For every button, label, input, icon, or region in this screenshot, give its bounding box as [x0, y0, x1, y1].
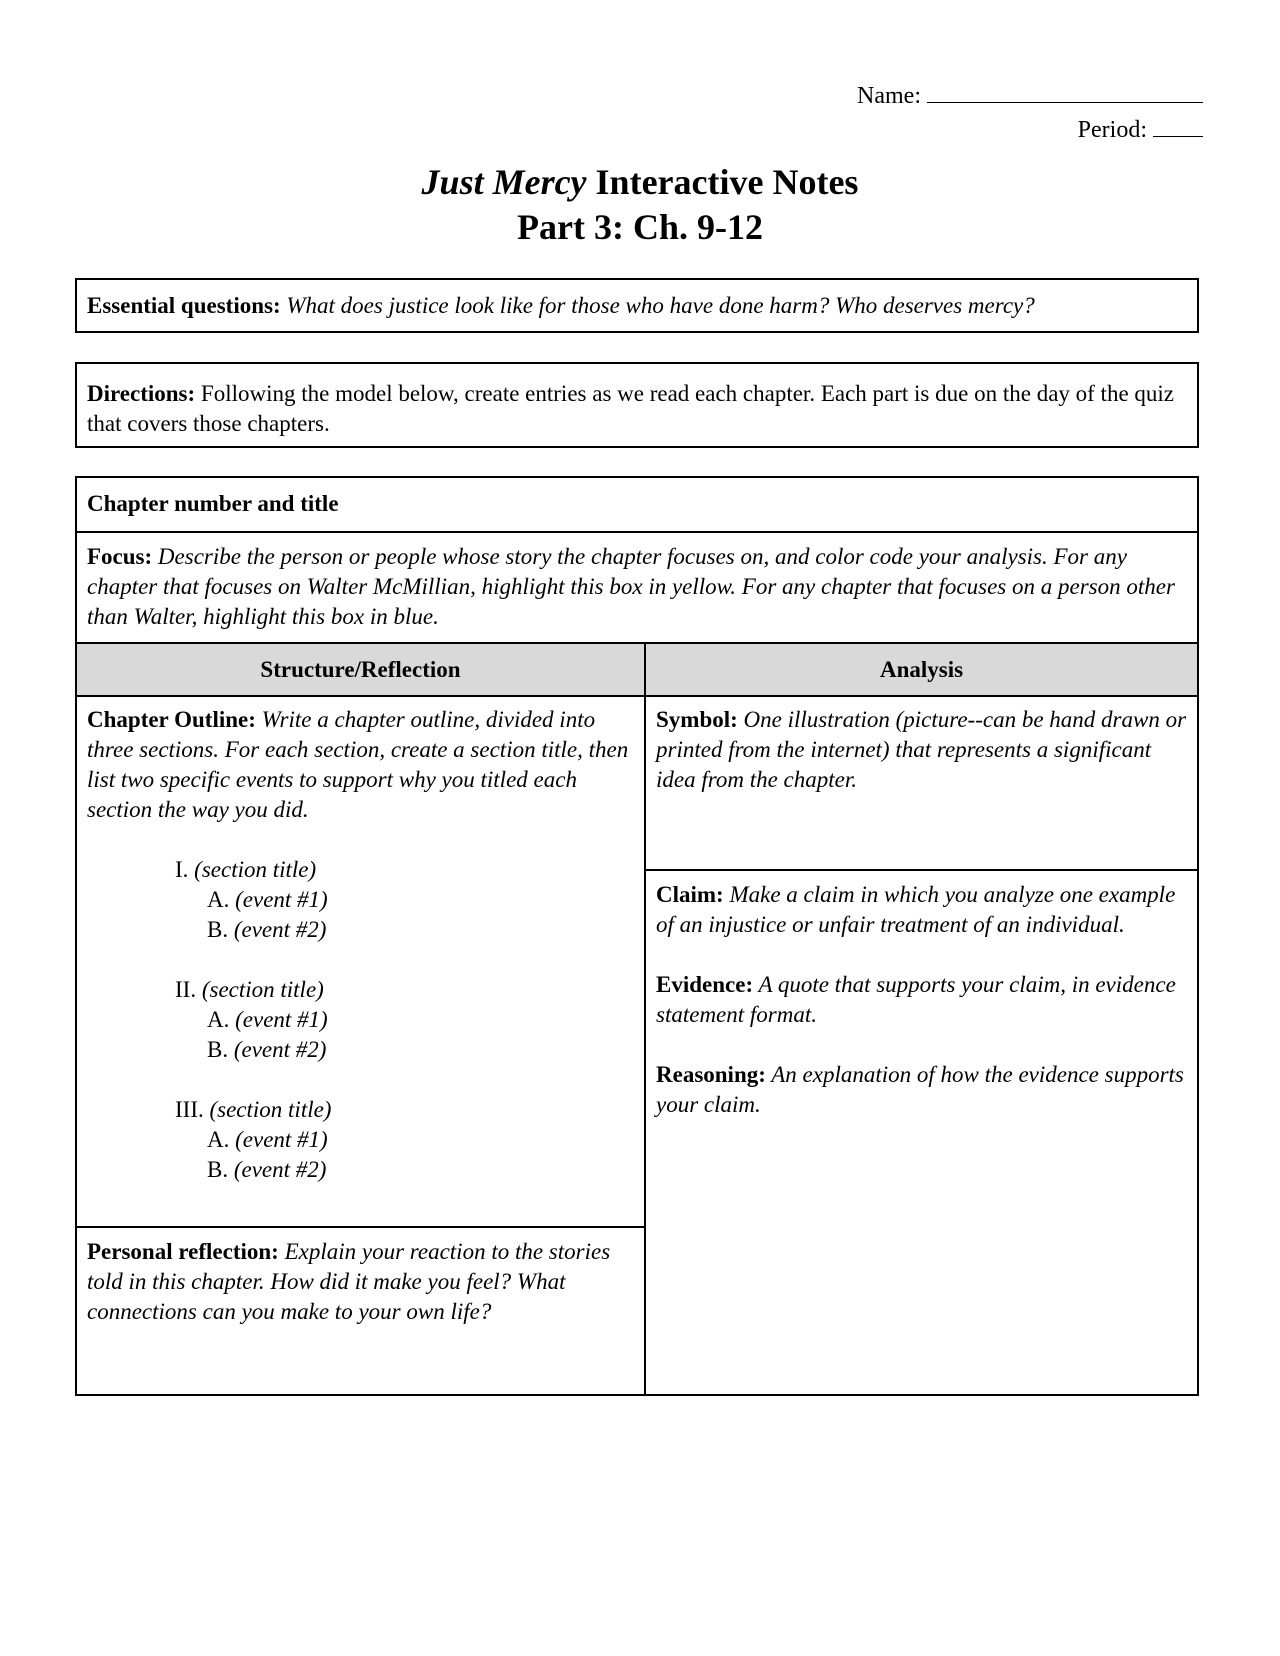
outline-event: B. (event #2)	[207, 1037, 327, 1062]
directions-text: Following the model below, create entries as we read each chapter. Each part is due on the day of the quiz that covers those chapters.	[87, 381, 1175, 436]
focus-row	[77, 542, 1197, 632]
essential-text: What does justice look like for those who have done harm? Who deserves mercy?	[280, 293, 1035, 318]
symbol-label: Symbol:	[656, 707, 738, 732]
claim-cell	[646, 880, 1197, 1120]
period-blank[interactable]	[1153, 114, 1203, 137]
page-subtitle: Part 3: Ch. 9-12	[517, 207, 763, 247]
divider	[77, 531, 1197, 533]
outline-event: B. (event #2)	[207, 917, 327, 942]
title-rest: Interactive Notes	[586, 162, 859, 202]
outline-event: A. (event #1)	[207, 887, 328, 912]
name-label: Name:	[857, 83, 921, 109]
divider	[77, 1226, 645, 1228]
period-label: Period:	[1077, 117, 1147, 143]
notes-table	[75, 476, 1199, 1396]
claim-block	[656, 880, 1187, 940]
outline-section: III. (section title)	[175, 1097, 332, 1122]
outline-section: II. (section title)	[175, 977, 324, 1002]
focus-text: Describe the person or people whose story the chapter focuses on, and color code your analysis. For any chapter that focuses on Walter McMillian, highlight this box in yellow. For any chapter that focuses on a person other than Walter, highlight this box in blue.	[87, 544, 1175, 629]
directions-box	[75, 362, 1199, 448]
divider	[77, 695, 1197, 697]
outline-event: A. (event #1)	[207, 1127, 328, 1152]
reflection-text: Explain your reaction to the stories told in this chapter. How did it make you feel? What connections can you make to your own life?	[87, 1239, 611, 1324]
claim-text: Make a claim in which you analyze one example of an injustice or unfair treatment of an individual.	[656, 882, 1176, 937]
reasoning-label: Reasoning:	[656, 1062, 766, 1087]
outline-section: I. (section title)	[175, 857, 317, 882]
evidence-block	[656, 970, 1187, 1030]
essential-label: Essential questions:	[87, 293, 281, 318]
symbol-cell	[646, 705, 1197, 795]
directions-label: Directions:	[87, 381, 196, 406]
reasoning-block	[656, 1060, 1187, 1120]
focus-label: Focus:	[87, 544, 153, 569]
column-header-structure: Structure/Reflection	[260, 657, 461, 682]
chapter-row	[77, 489, 1197, 519]
outline-event: B. (event #2)	[207, 1157, 327, 1182]
reasoning-text: An explanation of how the evidence supports your claim.	[656, 1062, 1184, 1117]
outline-label: Chapter Outline:	[87, 707, 256, 732]
symbol-text: One illustration (picture--can be hand drawn or printed from the internet) that represents a significant idea from the chapter.	[656, 707, 1187, 792]
claim-label: Claim:	[656, 882, 724, 907]
reflection-label: Personal reflection:	[87, 1239, 279, 1264]
essential-questions-box	[75, 278, 1199, 333]
period-field[interactable]	[1078, 114, 1203, 144]
page-title	[0, 161, 1280, 203]
outline-event: A. (event #1)	[207, 1007, 328, 1032]
outline-text: Write a chapter outline, divided into three sections. For each section, create a section title, then list two specific events to support why you titled each section the way you did.	[87, 707, 629, 822]
divider	[645, 869, 1197, 871]
outline-list	[87, 855, 634, 1185]
name-field[interactable]	[857, 80, 1203, 110]
evidence-text: A quote that supports your claim, in evidence statement format.	[656, 972, 1176, 1027]
personal-reflection-cell	[77, 1237, 644, 1327]
column-header-analysis: Analysis	[879, 657, 964, 682]
chapter-outline-cell	[77, 705, 644, 1185]
book-title: Just Mercy	[421, 162, 587, 202]
chapter-row-label: Chapter number and title	[87, 491, 339, 516]
evidence-label: Evidence:	[656, 972, 754, 997]
name-blank[interactable]	[927, 80, 1203, 103]
